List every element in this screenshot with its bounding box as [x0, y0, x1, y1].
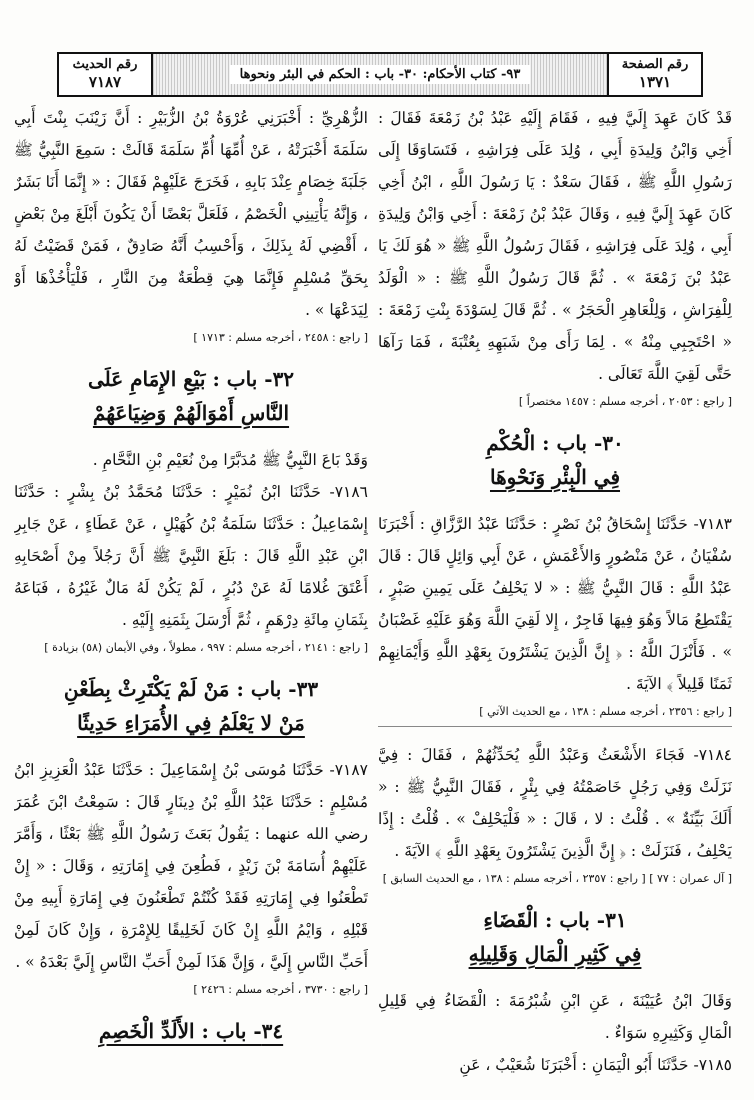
hadith-7187: ٧١٨٧- حَدَّثَنَا مُوسَى بْنُ إِسْمَاعِيلَ : حَدَّثَنَا عَبْدُ الْعَزِيزِ ابْنُ مُسْلِمٍ : حَدَّثَنَا عَبْدُ اللَّهِ بْنُ دِينَارٍ قَالَ : سَمِعْتُ ابْنَ عُمَرَ رضي الله عنهما : يَقُولُ بَعَثَ رَسُولُ اللَّهِ ﷺ بَعْثًا ، وَأَمَّرَ عَلَيْهِمْ أُسَامَةَ بْنَ زَيْدٍ ، فَطُعِنَ فِي إِمَارَتِهِ ، وَقَالَ : « إِنْ تَطْعَنُوا فِي إِمَارَتِهِ فَقَدْ كُنْتُمْ تَطْعَنُونَ فِي إِمَارَةِ أَبِيهِ مِنْ قَبْلِهِ ، وَايْمُ اللَّهِ إِنْ كَانَ لَخَلِيقًا لِلإِمْرَةِ ، وَإِنْ كَانَ لَمِنْ أَحَبِّ النَّاسِ إِلَيَّ ، وَإِنَّ هَذَا لَمِنْ أَحَبِّ النَّاسِ إِلَيَّ بَعْدَهُ » .	[14, 761, 368, 971]
chapter-heading-33	[14, 672, 368, 740]
text-paragraph: الزُّهْرِيِّ : أَخْبَرَنِي عُرْوَةُ بْنُ الزُّبَيْرِ : أَنَّ زَيْنَبَ بِنْتَ أَبِي سَلَمَةَ أَخْبَرَتْهُ ، عَنْ أُمِّهَا أُمِّ سَلَمَةَ قَالَتْ : سَمِعَ النَّبِيُّ ﷺ جَلَبَةَ خِصَامٍ عِنْدَ بَابِهِ ، فَخَرَجَ عَلَيْهِمْ فَقَالَ : « إِنَّمَا أَنَا بَشَرٌ ، وَإِنَّهُ يَأْتِينِي الْخَصْمُ ، فَلَعَلَّ بَعْضًا أَنْ يَكُونَ أَبْلَغَ مِنْ بَعْضٍ ، أَقْضِي لَهُ بِذَلِكَ ، وَأَحْسِبُ أَنَّهُ صَادِقٌ ، فَمَنْ قَضَيْتُ لَهُ بِحَقِّ مُسْلِمٍ فَإِنَّمَا هِيَ قِطْعَةٌ مِنَ النَّارِ ، فَلْيَأْخُذْهَا أَوْ لِيَدَعْهَا » .	[14, 109, 368, 319]
hadith-number: ٧١٨٧	[88, 73, 122, 92]
heading-line: فِي كَثِيرِ الْمَالِ وَقَلِيلِهِ	[468, 942, 642, 966]
hadith-7184: ٧١٨٤- فَجَاءَ الأَشْعَثُ وَعَبْدُ اللَّهِ يُحَدِّثُهُمْ ، فَقَالَ : فِيَّ نَزَلَتْ وَفِي رَجُلٍ خَاصَمْتُهُ فِي بِئْرٍ ، فَقَالَ النَّبِيُّ ﷺ : « أَلَكَ بَيِّنَةٌ » . قُلْتُ : لا ، قَالَ : « فَلْيَحْلِفْ » . قُلْتُ : إِذًا يَحْلِفُ ، فَنَزَلَتْ : ﴿ إِنَّ الَّذِينَ يَشْتَرُونَ بِعَهْدِ اللَّهِ ﴾ الآيَةَ .	[378, 746, 732, 860]
right-column	[378, 102, 732, 1092]
hadith-7186: ٧١٨٦- حَدَّثَنَا ابْنُ نُمَيْرٍ : حَدَّثَنَا مُحَمَّدُ بْنُ بِشْرٍ : حَدَّثَنَا إِسْمَاعِيلُ : حَدَّثَنَا سَلَمَةُ بْنُ كُهَيْلٍ ، عَنْ عَطَاءٍ ، عَنْ جَابِرِ ابْنِ عَبْدِ اللَّهِ قَالَ : بَلَغَ النَّبِيَّ ﷺ أَنَّ رَجُلاً مِنْ أَصْحَابِهِ أَعْتَقَ غُلامًا لَهُ عَنْ دُبُرٍ ، لَمْ يَكُنْ لَهُ مَالٌ غَيْرُهُ ، فَبَاعَهُ بِثَمَانِ مِائَةِ دِرْهَمٍ ، ثُمَّ أَرْسَلَ بِثَمَنِهِ إِلَيْهِ .	[14, 483, 368, 629]
heading-line: مَنْ لا يَعْلَمُ فِي الأُمَرَاءِ حَدِيثًا	[77, 711, 305, 735]
chapter-heading-32	[14, 362, 368, 430]
page-header	[57, 52, 703, 97]
reference-note: [ راجع : ٢٣٥٦ ، أخرجه مسلم : ١٣٨ ، مع الحديث الآتي ]	[479, 705, 732, 718]
hadith-number-label: رقم الحديث	[72, 57, 138, 72]
heading-line: فِي الْبِئْرِ وَنَحْوِهَا	[489, 465, 621, 489]
text-paragraph: قَدْ كَانَ عَهِدَ إِلَيَّ فِيهِ ، فَقَامَ إِلَيْهِ عَبْدُ بْنُ زَمْعَةَ فَقَالَ : أَخِي وَابْنُ وَلِيدَةِ أَبِي ، وُلِدَ عَلَى فِرَاشِهِ ، فَتَسَاوَقَا إِلَى رَسُولِ اللَّهِ ﷺ ، فَقَالَ سَعْدٌ : يَا رَسُولَ اللَّهِ ، ابْنُ أَخِي كَانَ عَهِدَ إِلَيَّ فِيهِ ، وَقَالَ عَبْدُ بْنُ زَمْعَةَ : أَخِي وَابْنُ وَلِيدَةِ أَبِي ، وُلِدَ عَلَى فِرَاشِهِ ، فَقَالَ رَسُولُ اللَّهِ ﷺ « هُوَ لَكَ يَا عَبْدُ بْنَ زَمْعَةَ » . ثُمَّ قَالَ رَسُولُ اللَّهِ ﷺ : « الْوَلَدُ لِلْفِرَاشِ ، وَلِلْعَاهِرِ الْحَجَرُ » . ثُمَّ قَالَ لِسَوْدَةَ بِنْتِ زَمْعَةَ : « احْتَجِبِي مِنْهُ » . لِمَا رَأَى مِنْ شَبَهِهِ بِعُتْبَةَ ، فَمَا رَآهَا حَتَّى لَقِيَ اللَّهَ تَعَالَى .	[378, 109, 732, 383]
page-number-box	[607, 52, 703, 97]
text-paragraph: وَقَدْ بَاعَ النَّبِيُّ ﷺ مُدَبَّرًا مِنْ نُعَيْمِ بْنِ النَّحَّامِ .	[92, 451, 368, 469]
hadith-7185: ٧١٨٥- حَدَّثَنَا أَبُو الْيَمَانِ : أَخْبَرَنَا شُعَيْبٌ ، عَنِ	[459, 1056, 732, 1074]
reference-note: [ راجع : ٢٤٥٨ ، أخرجه مسلم : ١٧١٣ ]	[193, 331, 368, 344]
left-column	[14, 102, 368, 1092]
heading-line: ٣٤- باب : الأَلَدِّ الْخَصِمِ	[98, 1019, 284, 1043]
reference-note: [ راجع : ٣٧٣٠ ، أخرجه مسلم : ٢٤٢٦ ]	[193, 983, 368, 996]
chapter-heading-30	[378, 426, 732, 494]
page-number-label: رقم الصفحة	[621, 57, 689, 72]
chapter-title: ٩٣- كتاب الأحكام: ٣٠- باب : الحكم في البئر ونحوها	[230, 65, 531, 84]
reference-note: [ راجع : ٢٠٥٣ ، أخرجه مسلم : ١٤٥٧ مختصراً ]	[518, 395, 732, 408]
text-paragraph: وَقَالَ ابْنُ عُيَيْنَةَ ، عَنِ ابْنِ شُبْرُمَةَ : الْقَضَاءُ فِي قَلِيلِ الْمَالِ وَكَثِيرِهِ سَوَاءٌ .	[378, 992, 732, 1042]
reference-note: [ آل عمران : ٧٧ ] [ راجع : ٢٣٥٧ ، أخرجه مسلم : ١٣٨ ، مع الحديث السابق ]	[382, 872, 732, 885]
heading-line: ٣٣- باب : مَنْ لَمْ يَكْتَرِثْ بِطَعْنِ	[63, 677, 319, 701]
chapter-title-band	[153, 52, 607, 97]
chapter-heading-34	[14, 1014, 368, 1048]
heading-line: ٣٢- باب : بَيْعِ الإِمَامِ عَلَى	[87, 367, 295, 391]
page-number: ١٣٧١	[638, 73, 672, 92]
reference-note: [ راجع : ٢١٤١ ، أخرجه مسلم : ٩٩٧ ، مطولاً ، وفي الأيمان (٥٨) بزيادة ]	[44, 641, 368, 654]
heading-line: ٣٠- باب : الْحُكْمِ	[486, 431, 624, 455]
divider	[378, 726, 732, 727]
hadith-number-box	[57, 52, 153, 97]
heading-line: ٣١- باب : الْقَضَاءِ	[483, 908, 627, 932]
chapter-heading-31	[378, 903, 732, 971]
hadith-7183: ٧١٨٣- حَدَّثَنَا إِسْحَاقُ بْنُ نَصْرٍ : حَدَّثَنَا عَبْدُ الرَّزَّاقِ : أَخْبَرَنَا سُفْيَانُ ، عَنْ مَنْصُورٍ وَالأَعْمَشِ ، عَنْ أَبِي وَائِلٍ قَالَ : قَالَ عَبْدُ اللَّهِ : قَالَ النَّبِيُّ ﷺ : « لا يَحْلِفُ عَلَى يَمِينِ صَبْرٍ ، يَقْتَطِعُ مَالاً وَهُوَ فِيهَا فَاجِرٌ ، إِلا لَقِيَ اللَّهَ وَهُوَ عَلَيْهِ غَضْبَانُ » . فَأَنْزَلَ اللَّهُ : ﴿ إِنَّ الَّذِينَ يَشْتَرُونَ بِعَهْدِ اللَّهِ وَأَيْمَانِهِمْ ثَمَنًا قَلِيلاً ﴾ الآيَةَ .	[378, 515, 732, 693]
heading-line: النَّاسِ أَمْوَالَهُمْ وَضِيَاعَهُمْ	[92, 401, 290, 425]
